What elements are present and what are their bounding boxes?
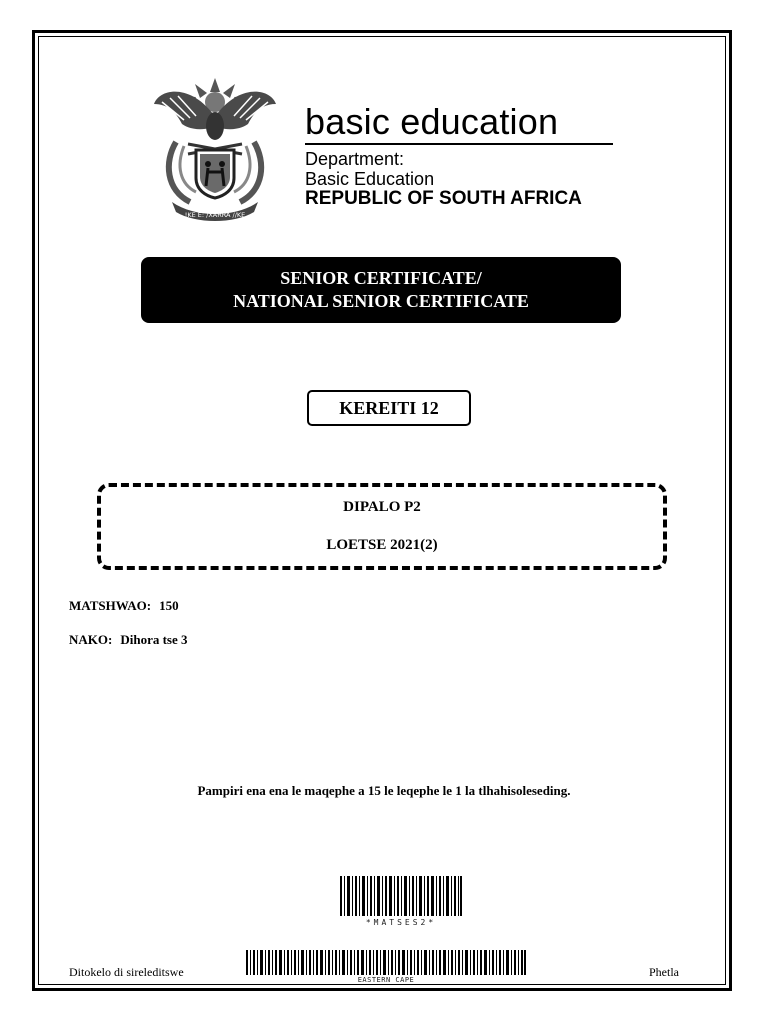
marks-line: [69, 598, 179, 614]
brand-title: basic education: [305, 101, 559, 142]
exam-code-barcode-bars: [340, 876, 462, 916]
exam-session: LOETSE 2021(2): [326, 537, 438, 553]
exam-code-barcode: [340, 876, 462, 928]
exam-code-barcode-text: *MATSES2*: [365, 918, 437, 927]
subject-box: [97, 483, 667, 570]
svg-text:!KE E: /XARRA //KE: !KE E: /XARRA //KE: [184, 211, 246, 219]
page-count-note: Pampiri ena ena le maqephe a 15 le leqephe le 1 la tlhahisoleseding.: [197, 783, 571, 798]
region-barcode-text: EASTERN CAPE: [357, 976, 415, 984]
country-name: REPUBLIC OF SOUTH AFRICA: [305, 188, 582, 209]
subject-title: DIPALO P2: [343, 499, 421, 515]
department-name: Basic Education: [305, 169, 435, 189]
marks-label: MATSHWAO:: [69, 598, 152, 613]
copyright-note: Ditokelo di sireleditswe: [69, 965, 184, 979]
time-value: Dihora tse 3: [120, 632, 188, 647]
time-line: [69, 632, 188, 648]
department-label: Department:: [305, 149, 405, 169]
region-barcode-bars: [246, 950, 526, 975]
turn-over-note: Phetla: [649, 965, 679, 979]
region-barcode: [246, 950, 526, 985]
grade-label: KEREITI 12: [307, 390, 471, 426]
brand-rule: [305, 143, 613, 145]
coat-of-arms-emblem: [150, 74, 280, 224]
marks-value: 150: [159, 598, 179, 613]
time-label: NAKO:: [69, 632, 113, 647]
certificate-banner: [141, 257, 621, 323]
department-header: [150, 68, 620, 230]
certificate-line-1: SENIOR CERTIFICATE/: [280, 268, 482, 288]
certificate-line-2: NATIONAL SENIOR CERTIFICATE: [233, 291, 529, 311]
